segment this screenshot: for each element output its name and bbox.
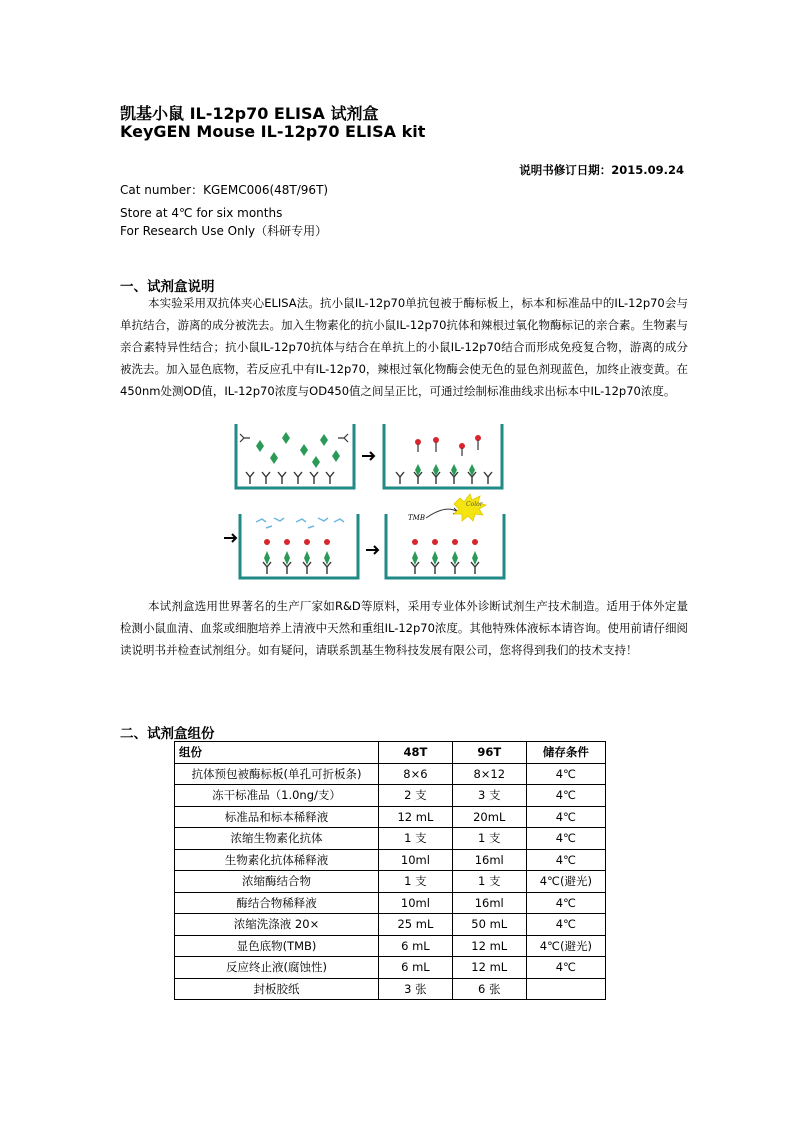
table-cell: 4℃ xyxy=(526,806,605,828)
table-cell: 抗体预包被酶标板(单孔可折板条) xyxy=(175,763,379,785)
table-cell: 4℃ xyxy=(526,892,605,914)
table-row xyxy=(175,892,606,914)
title-en: KeyGEN Mouse IL-12p70 ELISA kit xyxy=(120,122,426,141)
well-enzyme-conjugate xyxy=(240,514,358,578)
table-cell: 4℃ xyxy=(526,828,605,850)
arrow-icon xyxy=(224,534,236,542)
arrow-icon xyxy=(366,546,378,554)
table-cell: 20mL xyxy=(452,806,526,828)
column-header: 48T xyxy=(379,742,453,764)
table-row xyxy=(175,957,606,979)
table-cell: 浓缩酶结合物 xyxy=(175,871,379,893)
table-cell: 2 支 xyxy=(379,785,453,807)
elisa-principle-diagram xyxy=(222,418,512,586)
column-header: 组份 xyxy=(175,742,379,764)
table-cell: 3 张 xyxy=(379,978,453,1000)
table-cell: 6 张 xyxy=(452,978,526,1000)
table-cell: 12 mL xyxy=(452,957,526,979)
table-row xyxy=(175,978,606,1000)
table-cell: 封板胶纸 xyxy=(175,978,379,1000)
table-cell: 4℃(避光) xyxy=(526,871,605,893)
table-cell: 6 mL xyxy=(379,957,453,979)
title-zh: 凯基小鼠 IL-12p70 ELISA 试剂盒 xyxy=(120,104,379,123)
table-cell: 10ml xyxy=(379,892,453,914)
components-table xyxy=(174,741,606,1000)
table-cell: 50 mL xyxy=(452,914,526,936)
table-cell: 8×12 xyxy=(452,763,526,785)
well-detection-antibody xyxy=(384,424,502,488)
well-color-development xyxy=(386,494,504,578)
table-cell: 1 支 xyxy=(452,871,526,893)
table-row xyxy=(175,935,606,957)
arrow-icon xyxy=(362,452,374,460)
table-header-row xyxy=(175,742,606,764)
column-header: 储存条件 xyxy=(526,742,605,764)
table-cell xyxy=(526,978,605,1000)
table-row xyxy=(175,785,606,807)
table-row xyxy=(175,871,606,893)
well-antigen-binding xyxy=(236,424,354,488)
table-cell: 1 支 xyxy=(452,828,526,850)
table-cell: 4℃ xyxy=(526,763,605,785)
table-cell: 16ml xyxy=(452,892,526,914)
table-row xyxy=(175,806,606,828)
table-cell: 3 支 xyxy=(452,785,526,807)
table-cell: 反应终止液(腐蚀性) xyxy=(175,957,379,979)
table-cell: 4℃ xyxy=(526,849,605,871)
table-cell: 酶结合物稀释液 xyxy=(175,892,379,914)
table-cell: 8×6 xyxy=(379,763,453,785)
table-cell: 标准品和标本稀释液 xyxy=(175,806,379,828)
section1-heading: 一、试剂盒说明 xyxy=(120,279,215,295)
section1-paragraph-1 xyxy=(120,292,688,402)
table-cell: 4℃ xyxy=(526,957,605,979)
cat-number: Cat number：KGEMC006(48T/96T) xyxy=(120,183,329,197)
table-row xyxy=(175,828,606,850)
table-cell: 浓缩生物素化抗体 xyxy=(175,828,379,850)
table-cell: 6 mL xyxy=(379,935,453,957)
column-header: 96T xyxy=(452,742,526,764)
table-row xyxy=(175,763,606,785)
table-cell: 12 mL xyxy=(379,806,453,828)
table-cell: 4℃ xyxy=(526,914,605,936)
table-cell: 25 mL xyxy=(379,914,453,936)
table-row xyxy=(175,914,606,936)
table-cell: 16ml xyxy=(452,849,526,871)
section2-heading: 二、试剂盒组份 xyxy=(120,726,215,742)
table-cell: 浓缩洗涤液 20× xyxy=(175,914,379,936)
table-cell: 1 支 xyxy=(379,828,453,850)
table-cell: 1 支 xyxy=(379,871,453,893)
principle-text: 本实验采用双抗体夹心ELISA法。抗小鼠IL-12p70单抗包被于酶标板上，标本和标准品中的IL-12p70会与单抗结合，游离的成分被洗去。加入生物素化的抗小鼠IL-12p70抗体和辣根过氧化物酶标记的亲合素。生物素与亲合素特异性结合；抗小鼠IL-12p70抗体与结合在单抗上的小鼠IL-12p70结合而形成免疫复合物，游离的成分被洗去。加入显色底物，若反应孔中有IL-12p70，辣根过氧化物酶会使无色的显色剂现蓝色，加终止液变黄。在450nm处测OD值，IL-12p70浓度与OD450值之间呈正比，可通过绘制标准曲线求出标本中IL-12p70浓度。 xyxy=(120,296,688,398)
table-row xyxy=(175,849,606,871)
table-cell: 4℃(避光) xyxy=(526,935,605,957)
kit-description-text: 本试剂盒选用世界著名的生产厂家如R&D等原料，采用专业体外诊断试剂生产技术制造。适用于体外定量检测小鼠血清、血浆或细胞培养上清液中天然和重组IL-12p70浓度。其他特殊体液标本请咨询。使用前请仔细阅读说明书并检查试剂组分。如有疑问，请联系凯基生物科技发展有限公司，您将得到我们的技术支持！ xyxy=(120,599,688,657)
table-cell: 冻干标准品（1.0ng/支） xyxy=(175,785,379,807)
storage-note: Store at 4℃ for six months xyxy=(120,206,283,220)
color-label: Color xyxy=(466,501,483,508)
table-cell: 12 mL xyxy=(452,935,526,957)
revision-date: 说明书修订日期：2015.09.24 xyxy=(519,163,684,177)
table-cell: 4℃ xyxy=(526,785,605,807)
tmb-label: TMB xyxy=(408,514,425,522)
table-cell: 10ml xyxy=(379,849,453,871)
research-use-note: For Research Use Only（科研专用） xyxy=(120,224,328,238)
table-cell: 生物素化抗体稀释液 xyxy=(175,849,379,871)
section1-paragraph-2 xyxy=(120,595,688,661)
table-cell: 显色底物(TMB) xyxy=(175,935,379,957)
